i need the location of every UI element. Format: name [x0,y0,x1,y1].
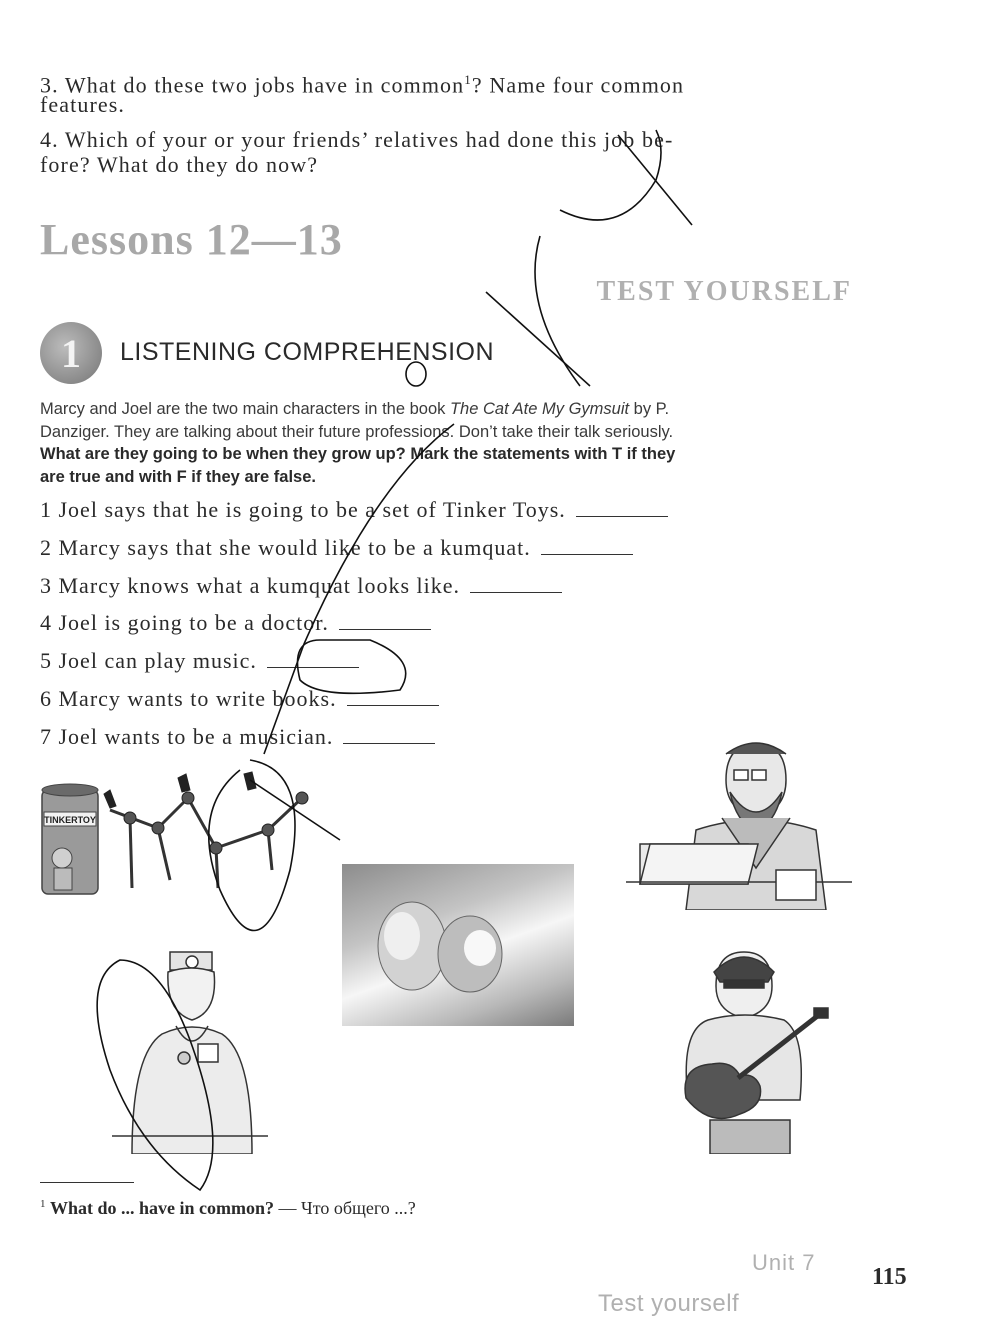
question-3-text: 3. What do these two jobs have in common [40,72,465,98]
statement-text: Joel says that he is going to be a set of Tinker Toys. [58,497,566,522]
intro-text: Marcy and Joel are the two main characters in the book [40,400,450,418]
statement-number: 1 [40,497,52,522]
unit-label: Unit 7 [752,1250,816,1275]
question-4-line2: fore? What do they do now? [40,152,319,177]
statement-text: Joel wants to be a musician. [58,724,334,749]
statement-text: Marcy wants to write books. [58,686,337,711]
footer-section-title: Test yourself [598,1290,740,1317]
statement-number: 3 [40,573,52,598]
question-4: 4. Which of your or your friends’ relatives had done this job be- [40,127,674,152]
footnote [40,1198,416,1219]
footnote-number: 1 [40,1198,46,1210]
lessons-title: Lessons 12—13 [40,215,343,264]
statement-text: Joel can play music. [58,648,257,673]
section-heading: LISTENING COMPREHENSION [120,338,495,366]
question-3-line2: features. [40,92,126,117]
footnote-dash: — [274,1198,302,1218]
statement-number: 2 [40,535,52,560]
question-3-text-cont: ? Name four common [471,72,685,98]
statement-number: 7 [40,724,52,749]
footnote-term: What do ... have in common? [50,1198,275,1218]
book-title: The Cat Ate My Gymsuit [449,400,630,418]
statement-text: Marcy says that she would like to be a kumquat. [58,535,531,560]
footnote-translation: Что общего ...? [301,1198,416,1218]
intro-line-2: Danziger. They are talking about their future professions. Don’t take their talk seriously. [40,422,674,441]
task-text: What are they going to be when they grow up? Mark the statements with T if they [40,445,676,463]
task-text-cont: are true and with F if they are false. [40,467,316,486]
statement-number: 5 [40,648,52,673]
tinker-toy-label: TINKERTOY [44,815,96,825]
page-number: 115 [872,1264,907,1290]
statement-number: 6 [40,686,52,711]
statement-text: Joel is going to be a doctor. [58,610,329,635]
footnote-marker: 1 [464,72,472,87]
statement-text: Marcy knows what a kumquat looks like. [58,573,461,598]
intro-text-author: by P. [629,400,670,418]
footnote-divider [40,1182,134,1183]
test-yourself-heading: TEST YOURSELF [596,276,852,307]
section-number: 1 [61,330,81,376]
statement-number: 4 [40,610,52,635]
